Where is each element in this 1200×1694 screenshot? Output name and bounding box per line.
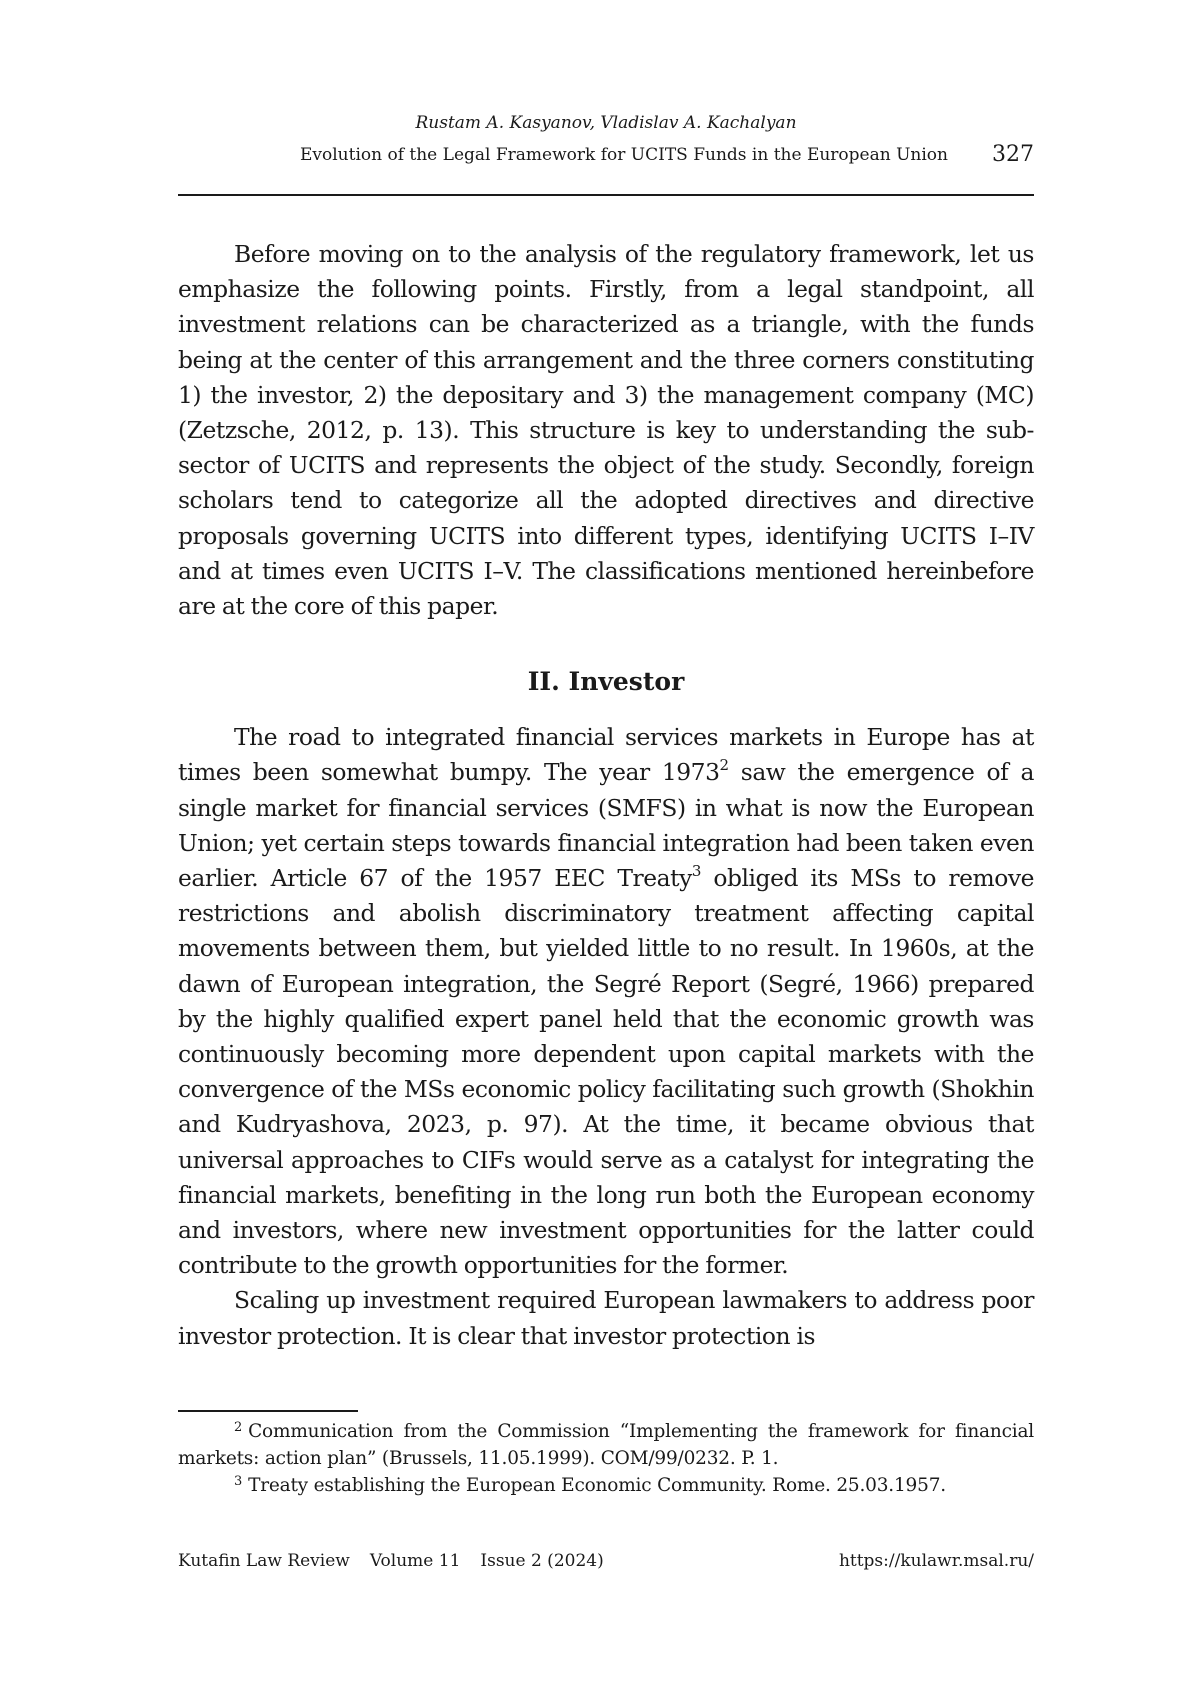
footnote-2 <box>178 1418 1034 1472</box>
running-head-authors: Rustam A. Kasyanov, Vladislav A. Kachalyan <box>415 113 797 133</box>
journal-volume: Volume 11 <box>369 1551 461 1571</box>
journal-info <box>178 1549 624 1573</box>
paragraph-text: obliged its MSs to remove restrictions and abolish discriminatory treatment affecting capital movements between them, but yielded little to no result. In 1960s, at the dawn of European integration, the Segré Report (Segré, 1966) prepared by the highly qualified expert panel held that the economic growth was continuously becoming more dependent upon capital markets with the convergence of the MSs economic policy facilitating such growth (Shokhin and Kudryashova, 2023, p. 97). At the time, it became obvious that universal approaches to CIFs would serve as a catalyst for integrating the financial markets, benefiting in the long run both the European economy and investors, where new investment opportunities for the latter could contribute to the growth opportunities for the former. <box>178 864 1034 1280</box>
section-heading: II. Investor <box>527 667 685 697</box>
journal-page <box>178 0 1034 1694</box>
footnotes <box>178 1418 1034 1499</box>
footnote-text: Treaty establishing the European Economic Community. Rome. 25.03.1957. <box>248 1475 946 1496</box>
footnote-mark: 2 <box>234 1420 243 1435</box>
header-rule <box>178 194 1034 196</box>
page-footer <box>178 1549 1034 1575</box>
footnote-ref-2[interactable]: 2 <box>719 756 729 775</box>
paragraph-text: saw the emergence of a single market for financial services (SMFS) in what is now the European Union; yet certain steps towards financial integration had been taken even earlier. Article 67 of the 1957 EEC Treaty <box>178 758 1034 893</box>
footnote-ref-3[interactable]: 3 <box>691 862 701 881</box>
article-body <box>178 237 1034 1354</box>
journal-name: Kutafin Law Review <box>178 1551 350 1571</box>
footnote-separator <box>178 1410 358 1412</box>
running-head-title: Evolution of the Legal Framework for UCITS Funds in the European Union <box>299 145 948 165</box>
journal-url[interactable]: https://kulawr.msal.ru/ <box>838 1551 1034 1571</box>
footnote-3 <box>178 1472 1034 1499</box>
investor-paragraph-2: Scaling up investment required European lawmakers to address poor investor protection. It is clear that investor protection is <box>178 1286 1034 1350</box>
journal-issue: Issue 2 (2024) <box>480 1551 604 1571</box>
footnote-mark: 3 <box>234 1474 243 1489</box>
investor-paragraph-1 <box>178 720 1034 1283</box>
running-head <box>178 112 1034 196</box>
intro-paragraph: Before moving on to the analysis of the regulatory framework, let us emphasize the following points. Firstly, from a legal standpoint, all investment relations can be characterized as a triangle, with the funds being at the center of this arrangement and the three corners constituting 1) the investor, 2) the depositary and 3) the management company (MC) (Zetzsche, 2012, p. 13). This structure is key to understanding the sub-sector of UCITS and represents the object of the study. Secondly, foreign scholars tend to categorize all the adopted directives and directive proposals governing UCITS into different types, identifying UCITS I–IV and at times even UCITS I–V. The classifications mentioned hereinbefore are at the core of this paper. <box>178 240 1034 621</box>
paragraph-text: The road to integrated financial services markets in Europe has at times been somewhat bumpy. The year 1973 <box>178 723 1034 787</box>
footnote-text: Communication from the Commission “Implementing the framework for financial markets: action plan” (Brussels, 11.05.1999). COM/99/0232. P. 1. <box>178 1421 1034 1469</box>
page-number: 327 <box>992 142 1034 167</box>
